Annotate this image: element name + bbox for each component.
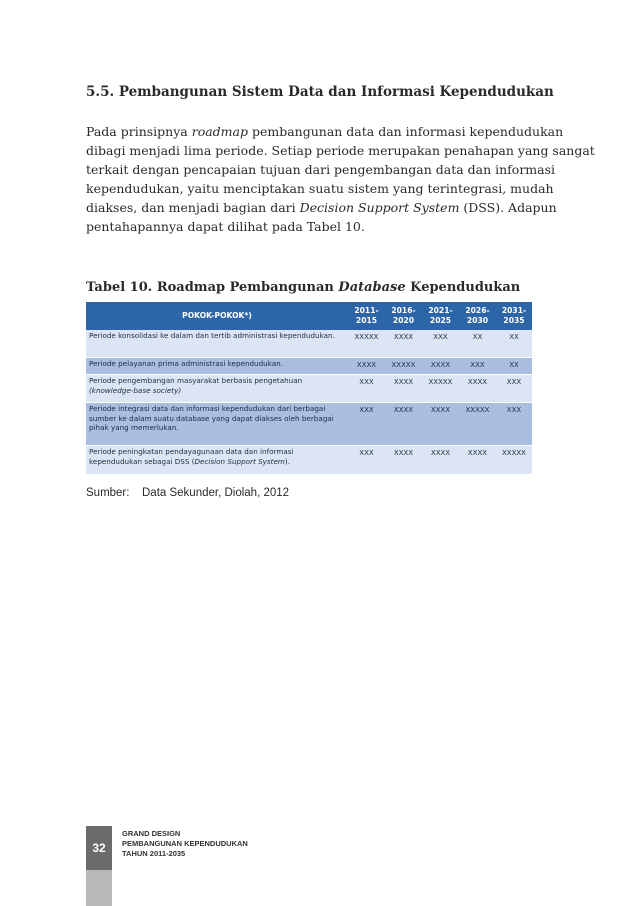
page-number: 32 [86, 826, 112, 870]
body-paragraph [86, 122, 595, 236]
table-row [86, 446, 532, 475]
paragraph-line: diakses, dan menjadi bagian dari Decision Support System (DSS). Adapun [86, 200, 557, 215]
row-value: XXXXX [385, 358, 422, 375]
row-value: XXXX [348, 358, 385, 375]
table-row [86, 403, 532, 446]
source-label: Sumber: [86, 487, 130, 499]
row-label: Periode peningkatan pendayagunaan data dan informasi kependudukan sebagai DSS (Decision Support System). [86, 446, 348, 475]
row-value: XXXX [459, 375, 496, 403]
row-value: XXXXX [459, 403, 496, 446]
row-value: XXXX [385, 330, 422, 358]
row-value: XXXX [422, 446, 459, 475]
paragraph-line: pentahapannya dapat dilihat pada Tabel 10. [86, 219, 365, 234]
dss-emphasis: Decision Support System [299, 200, 460, 215]
header-period: 2031- 2035 [496, 302, 532, 330]
roadmap-emphasis: roadmap [191, 124, 248, 139]
row-value: XXXX [385, 446, 422, 475]
row-value: XXX [496, 403, 532, 446]
row-value: XX [459, 330, 496, 358]
paragraph-line: Pada prinsipnya roadmap pembangunan data dan informasi kependudukan [86, 124, 564, 139]
header-period: 2026- 2030 [459, 302, 496, 330]
row-value: XXXX [422, 358, 459, 375]
row-value: XXXXX [496, 446, 532, 475]
row-value: XXXX [459, 446, 496, 475]
footer-book-title: GRAND DESIGN PEMBANGUNAN KEPENDUDUKAN TAHUN 2011-2035 [122, 829, 248, 858]
row-value: XXX [348, 403, 385, 446]
row-value: XXXX [385, 403, 422, 446]
table-source [86, 487, 289, 499]
row-value: XXXXX [422, 375, 459, 403]
row-value: XXXX [385, 375, 422, 403]
table-title-emphasis: Database [338, 280, 406, 295]
header-pokok: POKOK-POKOK*) [86, 302, 348, 330]
row-value: XXX [348, 375, 385, 403]
header-period: 2021- 2025 [422, 302, 459, 330]
row-label: Periode pengembangan masyarakat berbasis pengetahuan (knowledge-base society) [86, 375, 348, 403]
row-value: XXXX [422, 403, 459, 446]
row-value: XX [496, 358, 532, 375]
row-value: XXX [348, 446, 385, 475]
table-row [86, 375, 532, 403]
table-title: Tabel 10. Roadmap Pembangunan Database Kependudukan [86, 280, 521, 295]
paragraph-line: kependudukan, yaitu menciptakan suatu sistem yang terintegrasi, mudah [86, 181, 554, 196]
paragraph-line: terkait dengan pencapaian tujuan dari pengembangan data dan informasi [86, 162, 556, 177]
row-label: Periode integrasi data dan informasi kependudukan dari berbagai sumber ke dalam suatu database yang dapat diakses oleh berbagai pihak yang memerlukan. [86, 403, 348, 446]
table-row [86, 330, 532, 358]
row-value: XXXXX [348, 330, 385, 358]
row-value: XXX [459, 358, 496, 375]
row-label: Periode pelayanan prima administrasi kependudukan. [86, 358, 348, 375]
row-label: Periode konsolidasi ke dalam dan tertib administrasi kependudukan. [86, 330, 348, 358]
table-header-row [86, 302, 532, 330]
row-value: XXX [496, 375, 532, 403]
roadmap-table [86, 302, 532, 475]
row-value: XXX [422, 330, 459, 358]
source-text: Data Sekunder, Diolah, 2012 [142, 487, 290, 499]
header-period: 2016- 2020 [385, 302, 422, 330]
section-title: 5.5. Pembangunan Sistem Data dan Informasi Kependudukan [86, 84, 554, 100]
row-value: XX [496, 330, 532, 358]
table-row [86, 358, 532, 375]
header-period: 2011- 2015 [348, 302, 385, 330]
paragraph-line: dibagi menjadi lima periode. Setiap periode merupakan penahapan yang sangat [86, 143, 595, 158]
